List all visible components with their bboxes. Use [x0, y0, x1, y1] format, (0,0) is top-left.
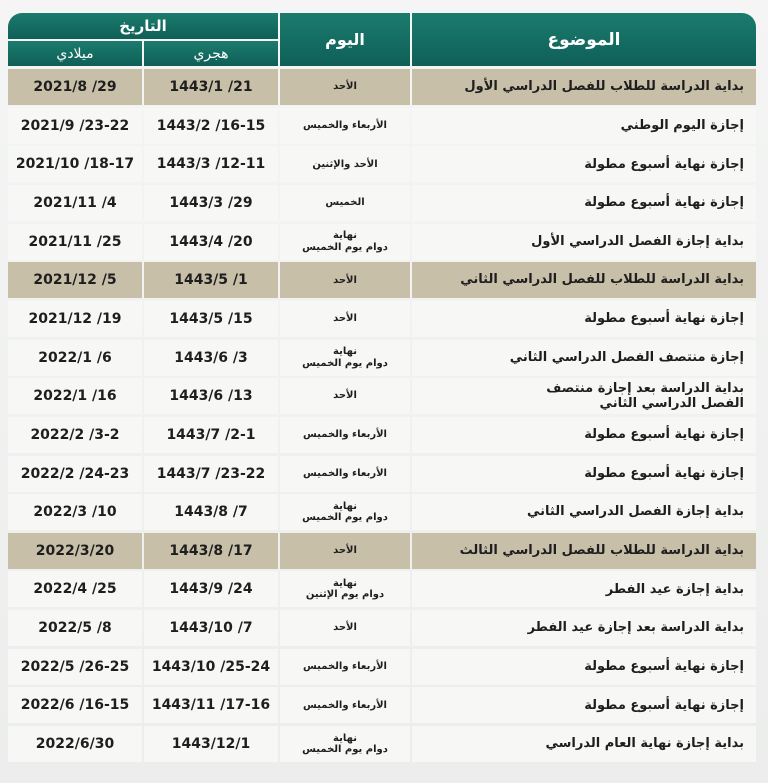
table-row: [8, 262, 756, 298]
day-cell-text: نهاية دوام يوم الإثنين: [305, 577, 385, 601]
topic-cell: [412, 533, 756, 569]
topic-cell: [412, 610, 756, 646]
hijri-date-cell: [144, 301, 278, 337]
hijri-date-cell-text: 1443/10 /25-24: [151, 658, 271, 675]
hijri-date-cell: [144, 494, 278, 530]
day-cell-text: نهاية دوام يوم الخميس: [302, 732, 388, 756]
hijri-date-cell-text: 1443/5 /1: [174, 272, 248, 289]
header-gregorian: ميلادي: [8, 41, 142, 66]
day-cell-text: الأحد: [333, 390, 357, 402]
topic-cell: [412, 69, 756, 105]
gregorian-date-cell: [8, 185, 142, 221]
gregorian-date-cell: [8, 301, 142, 337]
topic-cell-text: إجازة نهاية أسبوع مطولة: [584, 697, 744, 713]
academic-calendar-table: [8, 13, 756, 778]
gregorian-date-cell-text: 2022/6 /16-15: [20, 697, 130, 714]
header-day: اليوم: [280, 13, 410, 66]
hijri-date-cell-text: 1443/10 /7: [169, 620, 253, 637]
day-cell-text: الأحد: [333, 545, 357, 557]
gregorian-date-cell: [8, 571, 142, 607]
day-cell: [280, 185, 410, 221]
hijri-date-cell-text: 1443/5 /15: [169, 310, 253, 327]
hijri-date-cell-text: 1443/8 /17: [169, 542, 253, 559]
topic-cell-text: إجازة نهاية أسبوع مطولة: [584, 427, 744, 443]
table-row: [8, 687, 756, 723]
gregorian-date-cell-text: 2022/1 /6: [38, 349, 112, 366]
day-cell: [280, 533, 410, 569]
gregorian-date-cell: [8, 610, 142, 646]
day-cell-text: الأحد: [333, 274, 357, 286]
gregorian-date-cell: [8, 494, 142, 530]
topic-cell: [412, 185, 756, 221]
hijri-date-cell-text: 1443/1 /21: [169, 79, 253, 95]
gregorian-date-cell: [8, 456, 142, 492]
day-cell-text: نهاية دوام يوم الخميس: [302, 346, 388, 369]
header-hijri: هجري: [144, 41, 278, 66]
day-cell: [280, 340, 410, 376]
topic-cell-text: بداية الدراسة للطلاب للفصل الدراسي الثالث: [459, 543, 744, 558]
topic-cell: [412, 494, 756, 530]
day-cell: [280, 456, 410, 492]
gregorian-date-cell: [8, 146, 142, 182]
gregorian-date-cell: [8, 108, 142, 144]
hijri-date-cell: [144, 610, 278, 646]
gregorian-date-cell-text: 2022/3/20: [35, 542, 115, 559]
gregorian-date-cell-text: 2021/11 /25: [28, 233, 122, 250]
gregorian-date-cell-text: 2022/3 /10: [33, 504, 117, 521]
table-row: [8, 533, 756, 569]
topic-cell: [412, 146, 756, 182]
topic-cell: [412, 378, 756, 414]
gregorian-date-cell: [8, 69, 142, 105]
topic-cell-text: بداية الدراسة بعد إجازة منتصف الفصل الدراسي الثاني: [546, 380, 744, 412]
topic-cell: [412, 417, 756, 453]
day-cell-text: نهاية دوام يوم الخميس: [302, 500, 388, 524]
day-cell: [280, 571, 410, 607]
table-row: [8, 340, 756, 376]
day-cell-text: الأربعاء والخميس: [303, 429, 387, 441]
day-cell: [280, 262, 410, 298]
topic-cell-text: إجازة نهاية أسبوع مطولة: [584, 156, 744, 172]
gregorian-date-cell-text: 2022/4 /25: [33, 581, 117, 598]
topic-cell: [412, 649, 756, 685]
table-header: [8, 13, 756, 66]
topic-cell: [412, 571, 756, 607]
table-row: [8, 301, 756, 337]
hijri-date-cell: [144, 108, 278, 144]
day-cell: [280, 378, 410, 414]
hijri-date-cell-text: 1443/6 /13: [169, 388, 253, 405]
day-cell: [280, 649, 410, 685]
table-row: [8, 224, 756, 260]
topic-cell: [412, 687, 756, 723]
table-row: [8, 726, 756, 762]
hijri-date-cell-text: 1443/7 /2-1: [166, 426, 256, 443]
topic-cell: [412, 108, 756, 144]
gregorian-date-cell-text: 2021/12 /19: [28, 310, 122, 327]
hijri-date-cell-text: 1443/8 /7: [174, 504, 248, 521]
day-cell: [280, 301, 410, 337]
day-cell-text: الأربعاء والخميس: [303, 467, 387, 479]
gregorian-date-cell: [8, 687, 142, 723]
gregorian-date-cell-text: 2021/11 /4: [33, 194, 117, 211]
hijri-date-cell: [144, 69, 278, 105]
day-cell-text: الأحد: [333, 81, 357, 93]
hijri-date-cell-text: 1443/2 /16-15: [156, 117, 266, 134]
hijri-date-cell: [144, 224, 278, 260]
day-cell: [280, 69, 410, 105]
topic-cell-text: إجازة نهاية أسبوع مطولة: [584, 311, 744, 327]
topic-cell: [412, 340, 756, 376]
day-cell: [280, 108, 410, 144]
topic-cell-text: بداية الدراسة بعد إجازة عيد الفطر: [527, 620, 744, 636]
day-cell-text: الأحد والإثنين: [312, 158, 378, 170]
gregorian-date-cell-text: 2021/12 /5: [33, 272, 117, 289]
table-row: [8, 456, 756, 492]
day-cell: [280, 687, 410, 723]
gregorian-date-cell-text: 2022/2 /3-2: [30, 426, 120, 443]
hijri-date-cell: [144, 262, 278, 298]
gregorian-date-cell-text: 2022/2 /24-23: [20, 465, 130, 482]
hijri-date-cell: [144, 146, 278, 182]
gregorian-date-cell-text: 2022/6/30: [35, 736, 115, 753]
gregorian-date-cell: [8, 262, 142, 298]
topic-cell-text: بداية إجازة عيد الفطر: [605, 581, 744, 597]
gregorian-date-cell-text: 2021/9 /23-22: [20, 117, 130, 134]
day-cell: [280, 726, 410, 762]
day-cell: [280, 494, 410, 530]
topic-cell-text: إجازة نهاية أسبوع مطولة: [584, 465, 744, 481]
hijri-date-cell-text: 1443/9 /24: [169, 581, 253, 598]
topic-cell-text: إجازة نهاية أسبوع مطولة: [584, 658, 744, 674]
gregorian-date-cell: [8, 417, 142, 453]
gregorian-date-cell: [8, 224, 142, 260]
table-row: [8, 649, 756, 685]
topic-cell-text: بداية الدراسة للطلاب للفصل الدراسي الثاني: [460, 272, 744, 288]
table-row: [8, 108, 756, 144]
day-cell-text: الأربعاء والخميس: [303, 699, 387, 711]
day-cell-text: نهاية دوام يوم الخميس: [302, 230, 388, 253]
hijri-date-cell-text: 1443/12/1: [171, 736, 251, 753]
gregorian-date-cell: [8, 340, 142, 376]
hijri-date-cell: [144, 571, 278, 607]
hijri-date-cell-text: 1443/11 /17-16: [151, 697, 271, 714]
gregorian-date-cell-text: 2021/8 /29: [33, 79, 117, 95]
topic-cell-text: بداية إجازة نهاية العام الدراسي: [545, 736, 744, 752]
topic-cell-text: إجازة نهاية أسبوع مطولة: [584, 195, 744, 211]
table-row: [8, 185, 756, 221]
hijri-date-cell-text: 1443/7 /23-22: [156, 465, 266, 482]
hijri-date-cell: [144, 378, 278, 414]
header-date: التاريخ: [8, 13, 278, 39]
hijri-date-cell: [144, 533, 278, 569]
day-cell-text: الأحد: [333, 622, 357, 634]
hijri-date-cell: [144, 340, 278, 376]
topic-cell-text: بداية إجازة الفصل الدراسي الأول: [531, 233, 744, 249]
topic-cell: [412, 726, 756, 762]
day-cell-text: الأربعاء والخميس: [303, 119, 387, 131]
gregorian-date-cell-text: 2022/5 /8: [38, 620, 112, 637]
topic-cell-text: إجازة اليوم الوطني: [620, 117, 744, 133]
table-row: [8, 146, 756, 182]
hijri-date-cell: [144, 456, 278, 492]
hijri-date-cell: [144, 185, 278, 221]
table-row: [8, 494, 756, 530]
gregorian-date-cell: [8, 649, 142, 685]
hijri-date-cell-text: 1443/4 /20: [169, 233, 253, 250]
gregorian-date-cell-text: 2021/10 /18-17: [15, 156, 135, 173]
header-topic: الموضوع: [412, 13, 756, 66]
gregorian-date-cell: [8, 378, 142, 414]
topic-cell: [412, 224, 756, 260]
topic-cell-text: إجازة منتصف الفصل الدراسي الثاني: [509, 349, 744, 365]
table-row: [8, 571, 756, 607]
table-row: [8, 378, 756, 414]
hijri-date-cell-text: 1443/3 /12-11: [156, 156, 266, 173]
day-cell-text: الأحد: [333, 313, 357, 325]
day-cell: [280, 610, 410, 646]
hijri-date-cell: [144, 726, 278, 762]
day-cell: [280, 417, 410, 453]
topic-cell: [412, 456, 756, 492]
gregorian-date-cell: [8, 533, 142, 569]
topic-cell: [412, 301, 756, 337]
day-cell: [280, 146, 410, 182]
gregorian-date-cell-text: 2022/5 /26-25: [20, 658, 130, 675]
gregorian-date-cell: [8, 726, 142, 762]
table-row: [8, 417, 756, 453]
gregorian-date-cell-text: 2022/1 /16: [33, 388, 117, 405]
topic-cell-text: بداية الدراسة للطلاب للفصل الدراسي الأول: [464, 79, 744, 95]
table-row: [8, 69, 756, 105]
hijri-date-cell: [144, 417, 278, 453]
hijri-date-cell: [144, 687, 278, 723]
topic-cell: [412, 262, 756, 298]
day-cell: [280, 224, 410, 260]
hijri-date-cell-text: 1443/3 /29: [169, 194, 253, 211]
hijri-date-cell: [144, 649, 278, 685]
day-cell-text: الخميس: [325, 197, 365, 209]
day-cell-text: الأربعاء والخميس: [303, 661, 387, 672]
table-row: [8, 610, 756, 646]
topic-cell-text: بداية إجازة الفصل الدراسي الثاني: [527, 504, 744, 520]
hijri-date-cell-text: 1443/6 /3: [174, 349, 248, 366]
